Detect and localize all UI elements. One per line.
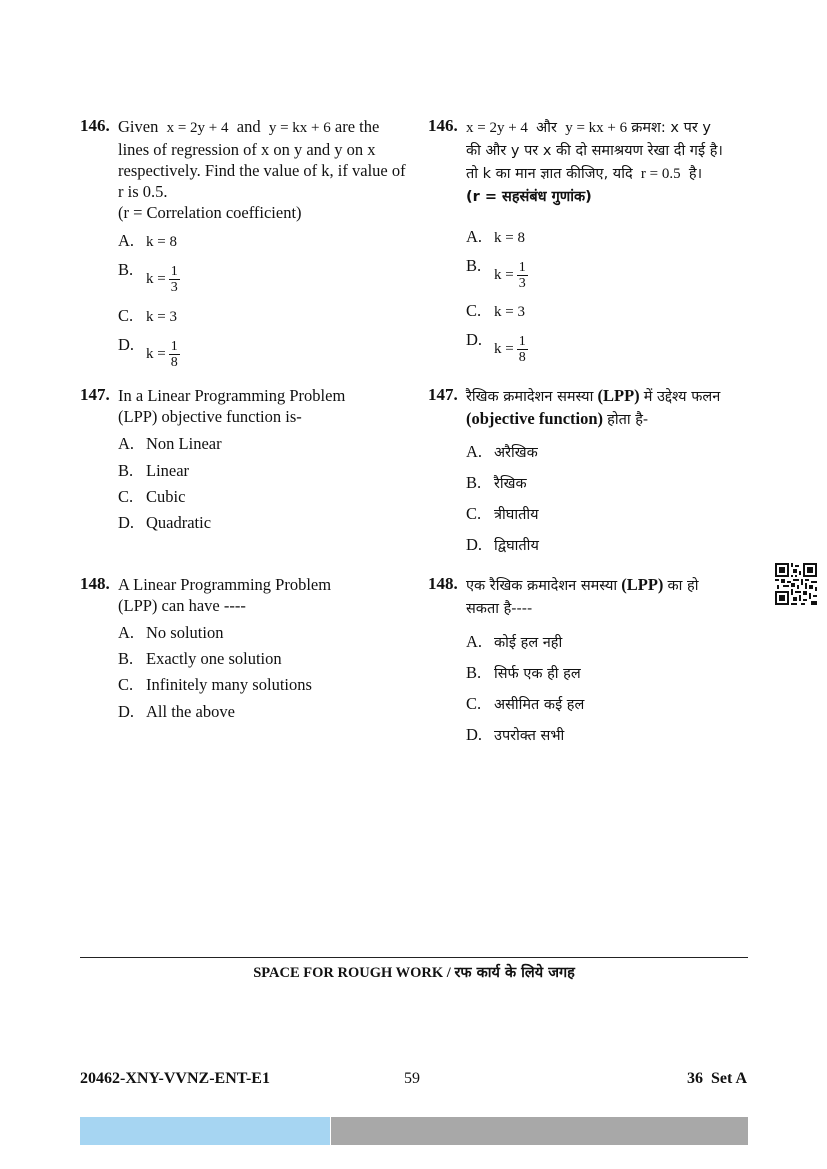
fraction: $\frac{1}{8}$ [170,339,178,370]
question-number: 148. [80,574,110,593]
option-c: C. Infinitely many solutions [118,675,312,694]
option-d: D. k = $\frac{1}{8}$ [466,330,526,365]
rough-work-heading: SPACE FOR ROUGH WORK / रफ कार्य के लिये जगह [253,965,575,981]
option-c: C. k = 3 [466,301,525,320]
option-d: D. All the above [118,702,235,721]
option-a: A. अरैखिक [466,442,538,461]
question-text: रैखिक क्रमादेशन समस्या (LPP) में उद्देश्य फलन (objective function) होता है- [466,386,721,428]
page-number: 59 [404,1070,420,1087]
rough-work-divider [80,957,748,958]
question-number: 147. [428,385,458,404]
option-a: A. कोई हल नही [466,632,563,651]
option-d: D. Quadratic [118,513,212,532]
equation-1: x = 2y + 4 [166,120,229,136]
option-a: A. k = 8 [466,227,525,246]
fraction: $\frac{1}{3}$ [518,260,526,291]
question-text: A Linear Programming Problem (LPP) can have ---- [118,575,332,615]
option-c: C. k = 3 [118,306,177,325]
fraction: $\frac{1}{3}$ [170,264,178,295]
option-d: D. द्विघातीय [466,535,539,554]
option-b: B. रैखिक [466,473,527,492]
question-text: Given x = 2y + 4 and y = kx + 6 are the lines of regression of x on y and y on x respectively. Find the value of k, if value of r is 0.5. (r = Correlation coefficient) [118,117,406,222]
option-a: A. k = 8 [118,231,177,250]
option-a: A. Non Linear [118,434,222,453]
option-c: C. असीमित कई हल [466,694,585,713]
question-text: एक रैखिक क्रमादेशन समस्या (LPP) का हो सकता है---- [466,575,699,617]
question-text: In a Linear Programming Problem (LPP) objective function is- [118,386,346,426]
fraction: $\frac{1}{8}$ [518,334,526,365]
option-c: C. Cubic [118,487,186,506]
qr-code-icon [775,563,817,605]
question-number: 146. [80,116,110,135]
option-a: A. No solution [118,623,224,642]
paper-code: 20462-XNY-VVNZ-ENT-E1 [80,1070,270,1087]
question-number: 147. [80,385,110,404]
bottom-bar-left [80,1117,330,1145]
equation-2: y = kx + 6 [268,120,331,136]
option-d: D. उपरोक्त सभी [466,725,565,744]
question-number: 148. [428,574,458,593]
option-b: B. Linear [118,461,190,480]
set-label: 36 Set A [687,1070,747,1087]
bottom-bar-right [331,1117,748,1145]
question-text: x = 2y + 4 और y = kx + 6 क्रमश: x पर y की और y पर x की दो समाश्रयण रेखा दी गई है। तो k का मान ज्ञात कीजिए, यदि r = 0.5 है। (r = सहसंबंध गुणांक) [466,120,723,205]
option-b: B. Exactly one solution [118,649,282,668]
option-b: B. k = $\frac{1}{3}$ [118,260,178,295]
option-b: B. सिर्फ एक ही हल [466,663,581,682]
option-c: C. त्रीघातीय [466,504,539,523]
option-d: D. k = $\frac{1}{8}$ [118,335,178,370]
question-number: 146. [428,116,458,135]
option-b: B. k = $\frac{1}{3}$ [466,256,526,291]
